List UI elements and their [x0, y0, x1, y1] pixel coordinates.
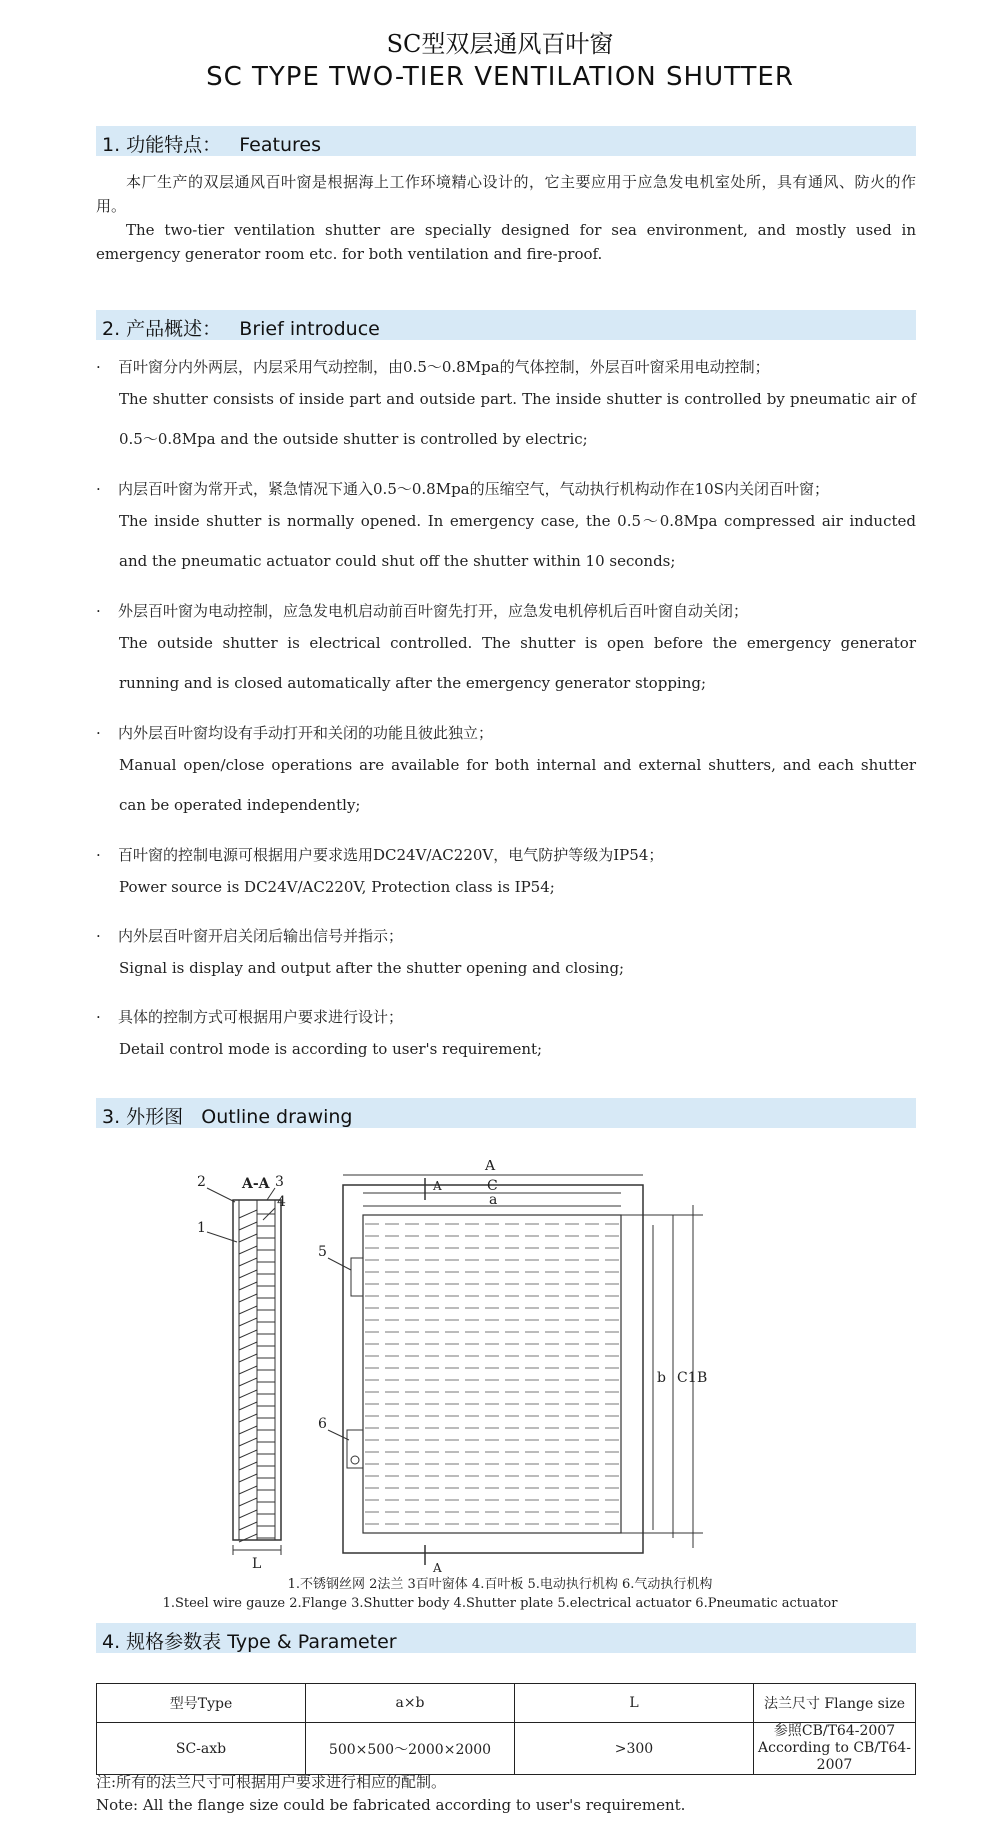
dim-label-l: L — [252, 1556, 262, 1572]
callout-5: 5 — [318, 1244, 327, 1260]
bullet-en-text: The shutter consists of inside part and outside part. The inside shutter is controlled by pneumatic air of 0.5～0.8Mpa and the outside shutter is controlled by electric; — [119, 390, 916, 448]
section-view — [197, 1174, 286, 1572]
section-header-features — [96, 126, 916, 156]
bullet-item — [96, 1005, 916, 1069]
side-slat — [239, 1390, 257, 1398]
bullet-dot: · — [96, 1008, 101, 1026]
side-slat — [239, 1342, 257, 1350]
table-cell: 500×500～2000×2000 — [306, 1723, 515, 1775]
front-view — [318, 1160, 707, 1575]
side-slat — [239, 1318, 257, 1326]
callout-1: 1 — [197, 1220, 206, 1236]
side-slat — [239, 1354, 257, 1362]
features-text-en: The two-tier ventilation shutter are specially designed for sea environment, and mostly used in emergency generator room etc. for both ventilation and fire-proof. — [96, 221, 916, 263]
side-slat — [239, 1366, 257, 1374]
side-slat — [239, 1234, 257, 1242]
side-slat — [239, 1294, 257, 1302]
features-text-cn: 本厂生产的双层通风百叶窗是根据海上工作环境精心设计的，它主要应用于应急发电机室处所，具有通风、防火的作用。 — [96, 173, 916, 215]
outline-drawing — [175, 1160, 855, 1580]
bullet-cn-text: 外层百叶窗为电动控制，应急发电机启动前百叶窗先打开，应急发电机停机后百叶窗自动关闭； — [118, 602, 749, 620]
callout-4: 4 — [277, 1194, 286, 1210]
page-title-cn: SC型双层通风百叶窗 — [386, 30, 614, 58]
bullet-en-text: Manual open/close operations are available for both internal and external shutters, and each shutter can be operated independently; — [119, 756, 916, 814]
section-header-brief — [96, 310, 916, 340]
table-header: a×b — [306, 1684, 515, 1723]
bullet-item — [96, 599, 916, 703]
cut-label-bottom: A — [433, 1561, 442, 1575]
table-cell: SC-axb — [97, 1723, 306, 1775]
bullet-en-text: Detail control mode is according to user's requirement; — [119, 1040, 543, 1058]
table-header: L — [515, 1684, 754, 1723]
side-slat — [239, 1474, 257, 1482]
bullet-dot: · — [96, 358, 101, 376]
dim-label-a-upper: A — [485, 1160, 496, 1174]
bullet-item — [96, 924, 916, 988]
table-cell-flange — [754, 1723, 916, 1775]
dim-label-c: C — [487, 1178, 498, 1194]
bullet-cn-text: 内层百叶窗为常开式，紧急情况下通入0.5～0.8Mpa的压缩空气，气动执行机构动作在10S内关闭百叶窗； — [118, 480, 829, 498]
bullet-en-text: The inside shutter is normally opened. In emergency case, the 0.5～0.8Mpa compressed air inducted and the pneumatic actuator could shut off the shutter within 10 seconds; — [119, 512, 916, 570]
bullet-item — [96, 843, 916, 907]
bullet-cn-text: 具体的控制方式可根据用户要求进行设计； — [118, 1008, 404, 1026]
dim-label-b-upper: B — [697, 1370, 708, 1386]
bullet-dot: · — [96, 724, 101, 742]
bullet-cn-text: 百叶窗分内外两层，内层采用气动控制，由0.5～0.8Mpa的气体控制，外层百叶窗采用电动控制； — [118, 358, 770, 376]
bullet-cn-text: 内外层百叶窗开启关闭后输出信号并指示； — [118, 927, 404, 945]
bullet-dot: · — [96, 480, 101, 498]
section-header-parameter — [96, 1623, 916, 1653]
bullet-item — [96, 355, 916, 459]
page-title-en: SC TYPE TWO-TIER VENTILATION SHUTTER — [206, 62, 794, 92]
side-slat — [239, 1534, 257, 1542]
side-slat — [239, 1378, 257, 1386]
parameter-table — [96, 1683, 916, 1775]
dim-label-a-lower: a — [489, 1192, 498, 1208]
note-cn: 注:所有的法兰尺寸可根据用户要求进行相应的配制。 — [96, 1773, 447, 1791]
bullet-cn-text: 百叶窗的控制电源可根据用户要求选用DC24V/AC220V，电气防护等级为IP54； — [118, 846, 664, 864]
side-slat — [239, 1486, 257, 1494]
section-header-outline — [96, 1098, 916, 1128]
dim-label-b-lower: b — [657, 1370, 666, 1386]
callout-3: 3 — [275, 1174, 284, 1190]
drawing-caption-cn: 1.不锈钢丝网 2法兰 3百叶窗体 4.百叶板 5.电动执行机构 6.气动执行机构 — [287, 1577, 713, 1592]
side-slat — [239, 1414, 257, 1422]
section-label: A-A — [242, 1176, 270, 1192]
bullet-cn-text: 内外层百叶窗均设有手动打开和关闭的功能且彼此独立； — [118, 724, 494, 742]
side-slat — [239, 1258, 257, 1266]
table-cell: >300 — [515, 1723, 754, 1775]
table-header: 法兰尺寸 Flange size — [754, 1684, 916, 1723]
table-header: 型号Type — [97, 1684, 306, 1723]
section-title: 4. 规格参数表 Type & Parameter — [102, 1631, 397, 1653]
side-slat — [239, 1522, 257, 1530]
callout-6: 6 — [318, 1416, 327, 1432]
side-slat — [239, 1222, 257, 1230]
bullet-dot: · — [96, 846, 101, 864]
side-slat — [239, 1246, 257, 1254]
bullet-dot: · — [96, 602, 101, 620]
side-slat — [239, 1462, 257, 1470]
bullet-item — [96, 477, 916, 581]
side-slat — [239, 1450, 257, 1458]
bullet-dot: · — [96, 927, 101, 945]
side-slat — [239, 1426, 257, 1434]
side-slat — [239, 1510, 257, 1518]
side-slat — [239, 1330, 257, 1338]
bullet-en-text: Signal is display and output after the shutter opening and closing; — [119, 959, 625, 977]
section-title: 3. 外形图 Outline drawing — [102, 1106, 353, 1128]
table-row — [97, 1723, 916, 1775]
note-en: Note: All the flange size could be fabricated according to user's requirement. — [96, 1796, 686, 1814]
side-slat — [239, 1306, 257, 1314]
cut-label-top: A — [433, 1179, 442, 1193]
flange-line-en: According to CB/T64-2007 — [758, 1740, 911, 1773]
side-slat — [239, 1210, 257, 1218]
side-slat — [239, 1282, 257, 1290]
drawing-caption-en: 1.Steel wire gauze 2.Flange 3.Shutter body 4.Shutter plate 5.electrical actuator 6.Pneumatic actuator — [162, 1596, 838, 1611]
bullet-en-text: Power source is DC24V/AC220V, Protection class is IP54; — [119, 878, 555, 896]
table-header-row — [97, 1684, 916, 1723]
dim-label-c1: C1 — [677, 1370, 697, 1386]
bullet-en-text: The outside shutter is electrical controlled. The shutter is open before the emergency generator running and is closed automatically after the emergency generator stopping; — [119, 634, 916, 692]
side-slat — [239, 1402, 257, 1410]
section-title: 1. 功能特点： Features — [102, 134, 321, 156]
side-slat — [239, 1270, 257, 1278]
callout-2: 2 — [197, 1174, 206, 1190]
side-slat — [239, 1498, 257, 1506]
flange-line-cn: 参照CB/T64-2007 — [773, 1723, 896, 1739]
side-slat — [239, 1438, 257, 1446]
bullet-item — [96, 721, 916, 825]
section-title: 2. 产品概述： Brief introduce — [102, 318, 380, 340]
